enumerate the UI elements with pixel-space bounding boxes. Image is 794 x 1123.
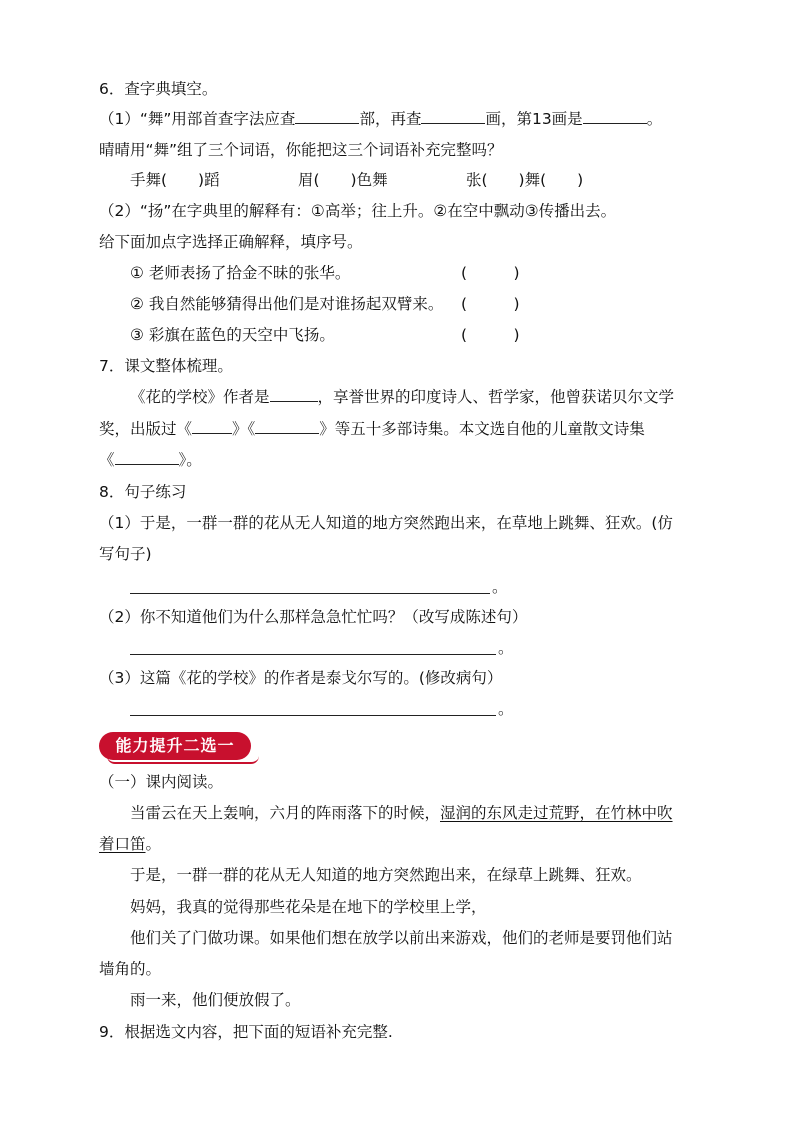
q7-line2-text-c: 》等五十多部诗集。本文选自他的儿童散文诗集: [319, 420, 645, 438]
q6-part1-text-a: （1）“舞”用部首查字法应查: [99, 110, 296, 128]
yang-item-1: ① 老师表扬了拾金不昧的张华。: [130, 264, 351, 282]
q8-sentence1: （1）于是，一群一群的花从无人知道的地方突然跑出来，在草地上跳舞、狂欢。(仿: [99, 514, 673, 532]
answer-line-2-period: 。: [498, 639, 514, 657]
word-item-3[interactable]: 张( )舞( ): [466, 171, 584, 189]
radical-blank[interactable]: [295, 108, 359, 124]
q7-line1-text-a: 《花的学校》作者是: [130, 388, 270, 406]
q7-line3-text-a: 《: [99, 451, 115, 469]
yang-item-2: ② 我自然能够猜得出他们是对谁扬起双臂来。: [130, 295, 444, 313]
word-item-2[interactable]: 眉( )色舞: [298, 171, 388, 189]
q7-line1-text-b: ，享誉世界的印度诗人、哲学家，他曾获诺贝尔文学: [317, 388, 675, 406]
answer-line-3[interactable]: [130, 715, 496, 716]
q8-sentence3: （3）这篇《花的学校》的作者是泰戈尔写的。(修改病句）: [99, 669, 503, 687]
underlined-phrase-1: 湿润的东风走过荒野，在竹林中吹: [440, 804, 673, 822]
reading-para3: 妈妈，我真的觉得那些花朵是在地下的学校里上学，: [130, 898, 487, 916]
reading-para5: 雨一来，他们便放假了。: [130, 991, 301, 1009]
q8-title: 8．句子练习: [99, 483, 187, 501]
yang-answer-1[interactable]: ( ): [461, 264, 520, 282]
q6-part1: [99, 108, 662, 130]
thirteenth-stroke-blank[interactable]: [583, 108, 647, 124]
answer-line-3-period: 。: [498, 700, 514, 718]
q7-line3-text-b: 》。: [178, 451, 202, 469]
q6-part1-text-d: 。: [646, 110, 663, 128]
collection-blank[interactable]: [115, 449, 179, 465]
q6-intro2: 晴晴用“舞”组了三个词语，你能把这三个词语补充完整吗？: [99, 141, 503, 159]
answer-line-1-period: 。: [492, 578, 508, 596]
reading-para1-end: 。: [145, 835, 162, 853]
q7-line2: [99, 418, 645, 440]
q7-line2-text-a: 奖，出版过《: [99, 420, 193, 438]
book-blank-2[interactable]: [255, 418, 319, 434]
answer-line-2[interactable]: [130, 654, 496, 655]
q6-part1-text-c: 画，第13画是: [485, 110, 583, 128]
reading-para2: 于是，一群一群的花从无人知道的地方突然跑出来，在绿草上跳舞、狂欢。: [130, 866, 642, 884]
yang-answer-3[interactable]: ( ): [461, 326, 520, 344]
underlined-phrase-2: 着口笛: [99, 835, 146, 853]
reading-para1-text: 当雷云在天上轰响，六月的阵雨落下的时候，: [130, 804, 441, 822]
stroke-count-blank[interactable]: [421, 108, 485, 124]
book-blank-1[interactable]: [192, 418, 232, 434]
q9-title: 9．根据选文内容，把下面的短语补充完整.: [99, 1023, 393, 1041]
yang-item-3: ③ 彩旗在蓝色的天空中飞扬。: [130, 326, 335, 344]
author-blank[interactable]: [270, 386, 318, 402]
section-banner: 能力提升二选一: [99, 732, 251, 760]
q6-part2: （2）“扬”在字典里的解释有：①高举；往上升。②在空中飘动③传播出去。: [99, 202, 617, 220]
reading-para4: 他们关了门做功课。如果他们想在放学以前出来游戏，他们的老师是要罚他们站: [130, 929, 673, 947]
reading-para4-cont: 墙角的。: [99, 960, 162, 978]
reading-para1-cont: [99, 833, 161, 855]
q8-sentence1-cont: 写句子): [99, 545, 152, 563]
q7-line1: [130, 386, 674, 408]
q7-title: 7．课文整体梳理。: [99, 357, 233, 375]
reading-para1: [130, 802, 673, 824]
reading-title: （一）课内阅读。: [99, 773, 224, 791]
q8-sentence2: （2）你不知道他们为什么那样急急忙忙吗？（改写成陈述句）: [99, 608, 528, 626]
q7-line2-text-b: 》《: [232, 420, 256, 438]
word-item-1[interactable]: 手舞( )蹈: [130, 171, 220, 189]
q7-line3: [99, 449, 202, 471]
q6-title: 6．查字典填空。: [99, 80, 218, 98]
answer-line-1[interactable]: [130, 593, 490, 594]
q6-part2-intro: 给下面加点字选择正确解释，填序号。: [99, 233, 363, 251]
q6-part1-text-b: 部，再查: [359, 110, 422, 128]
yang-answer-2[interactable]: ( ): [461, 295, 520, 313]
